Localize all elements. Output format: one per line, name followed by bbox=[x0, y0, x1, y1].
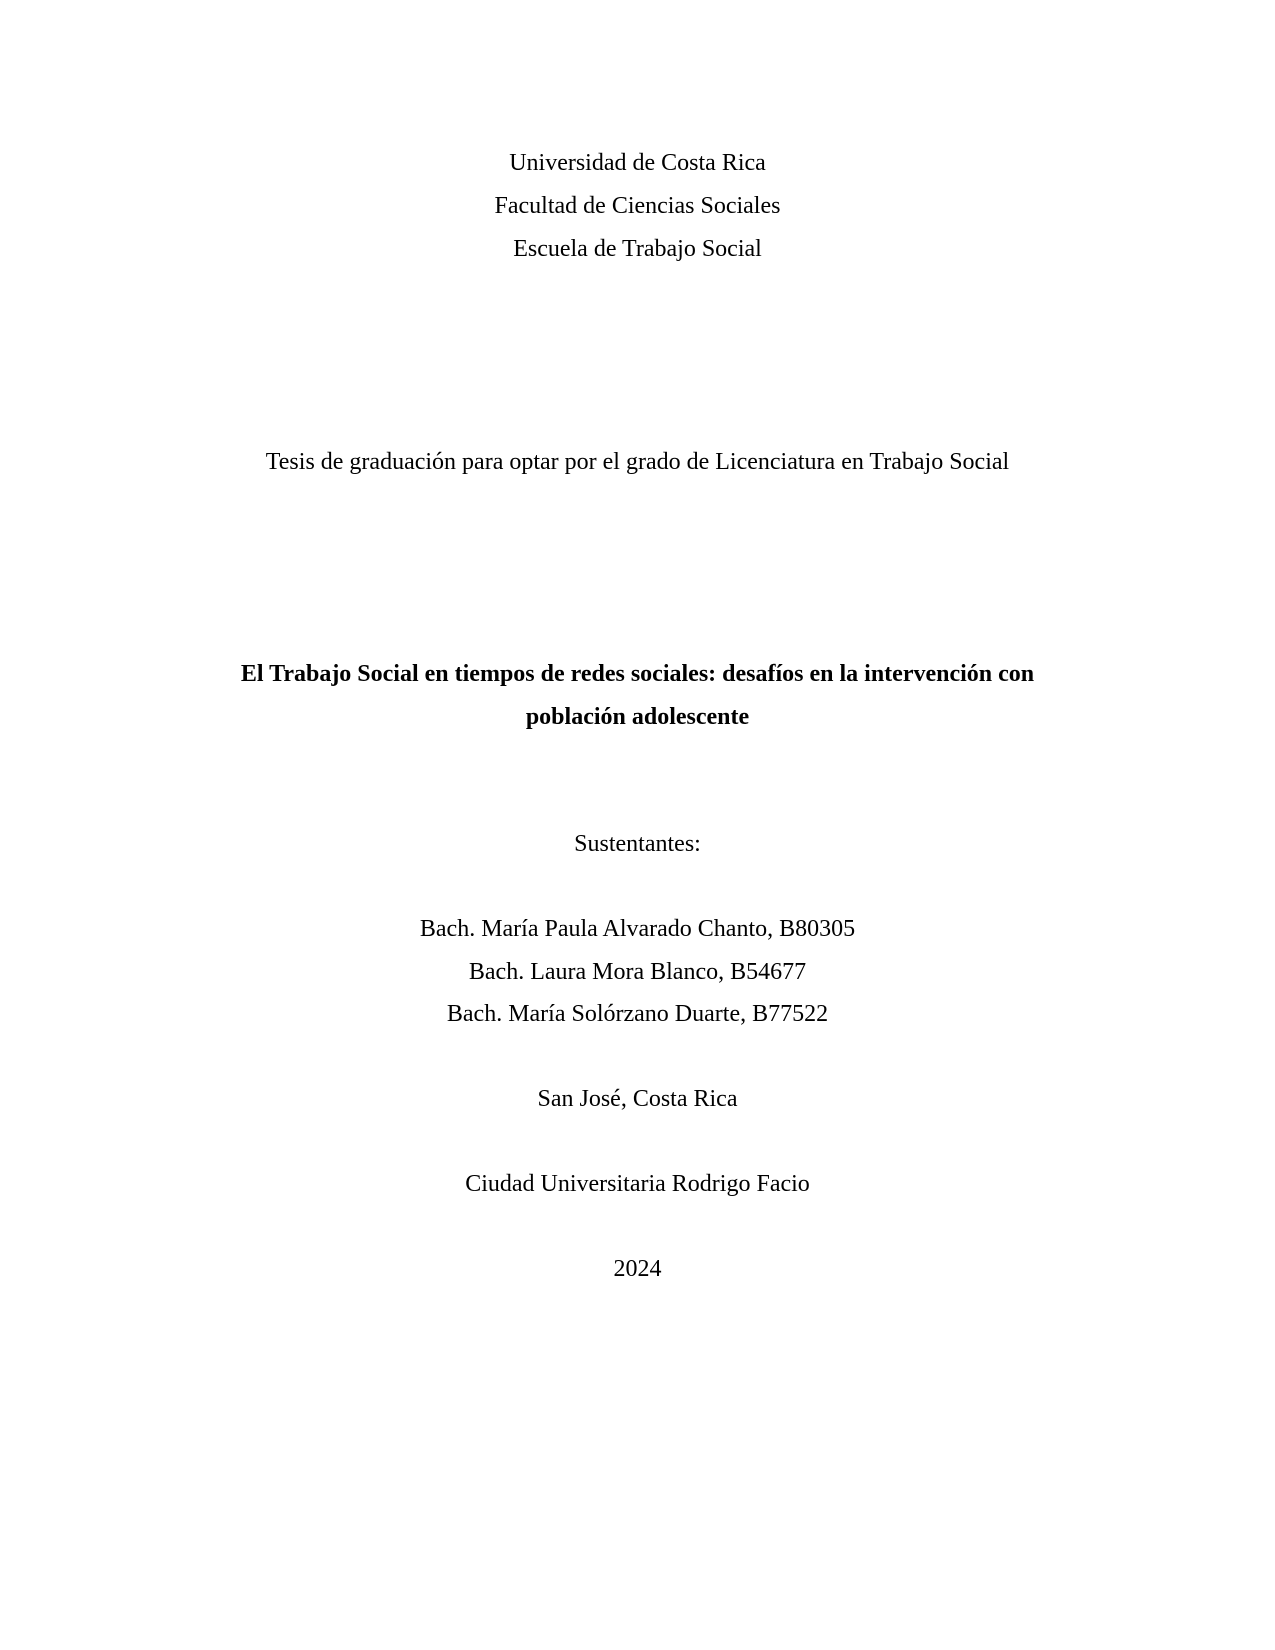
author-2: Bach. Laura Mora Blanco, B54677 bbox=[468, 959, 807, 985]
authors-heading: Sustentantes: bbox=[574, 831, 701, 857]
degree-statement: Tesis de graduación para optar por el grado de Licenciatura en Trabajo Social bbox=[265, 449, 1010, 475]
university-name: Universidad de Costa Rica bbox=[509, 150, 766, 176]
campus-name: Ciudad Universitaria Rodrigo Facio bbox=[465, 1171, 810, 1197]
year: 2024 bbox=[613, 1256, 662, 1282]
school-name: Escuela de Trabajo Social bbox=[513, 236, 762, 262]
location: San José, Costa Rica bbox=[537, 1086, 738, 1112]
faculty-name: Facultad de Ciencias Sociales bbox=[494, 193, 781, 219]
thesis-title-line-1: El Trabajo Social en tiempos de redes sociales: desafíos en la intervención con bbox=[240, 661, 1035, 687]
author-1: Bach. María Paula Alvarado Chanto, B80305 bbox=[419, 916, 856, 942]
author-3: Bach. María Solórzano Duarte, B77522 bbox=[446, 1001, 829, 1027]
thesis-title-line-2: población adolescente bbox=[525, 704, 750, 730]
